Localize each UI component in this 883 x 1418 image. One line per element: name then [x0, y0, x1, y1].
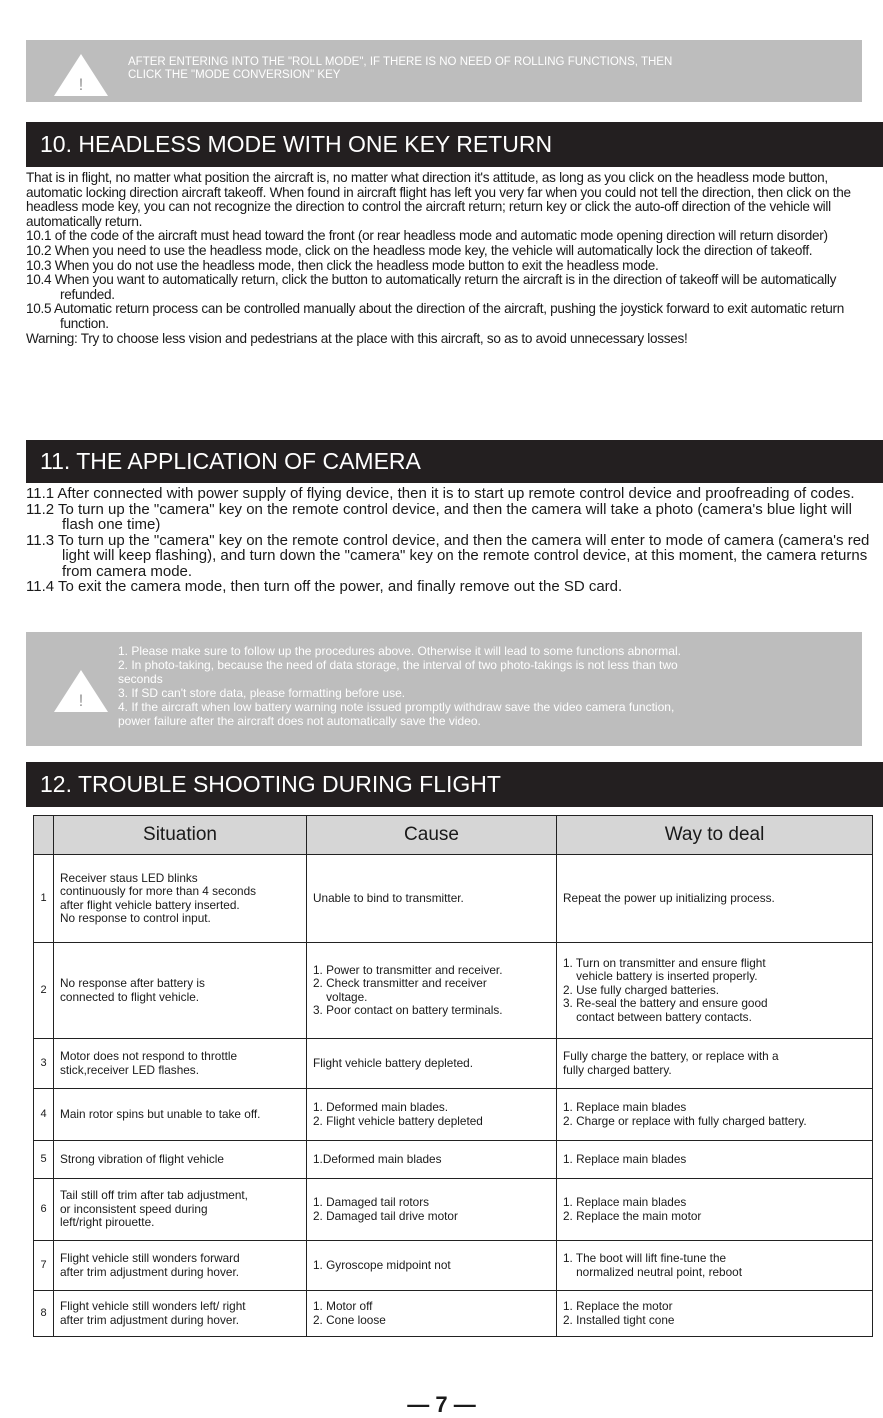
- cell-line: stick,receiver LED flashes.: [60, 1062, 199, 1077]
- way-to-deal-cell: [557, 1089, 873, 1141]
- cell-line: 3. Re-seal the battery and ensure good: [563, 996, 768, 1011]
- cause-cell: [307, 1039, 557, 1089]
- warning-triangle-icon: [52, 668, 110, 714]
- situation-cell: [54, 1141, 307, 1179]
- header-way-to-deal: Way to deal: [557, 816, 873, 855]
- header-cause: Cause: [307, 816, 557, 855]
- situation-cell: [54, 855, 307, 943]
- camera-warning-note: [26, 632, 862, 746]
- cell-line: normalized neutral point, reboot: [563, 1264, 743, 1279]
- cell-line: 1. Replace main blades: [563, 1100, 687, 1114]
- header-situation: Situation: [54, 816, 307, 855]
- cell-line: 3. Poor contact on battery terminals.: [313, 1003, 503, 1017]
- table-row: [34, 1141, 873, 1179]
- row-number: 5: [34, 1141, 54, 1179]
- note-line: CLICK THE "MODE CONVERSION" KEY: [128, 69, 341, 81]
- cell-line: 2. Damaged tail drive motor: [313, 1208, 458, 1223]
- section-10-item: 10.3 When you do not use the headless mode, then click the headless mode button to exit the headless mode.: [26, 257, 659, 273]
- cell-line: 1. The boot will lift fine-tune the: [563, 1251, 727, 1265]
- note-line: AFTER ENTERING INTO THE "ROLL MODE", IF THERE IS NO NEED OF ROLLING FUNCTIONS, THEN: [128, 56, 673, 68]
- header-number: [34, 816, 54, 855]
- section-11-heading: 11. THE APPLICATION OF CAMERA: [26, 440, 883, 483]
- row-number: 2: [34, 943, 54, 1039]
- situation-cell: [54, 1089, 307, 1141]
- cell-line: continuously for more than 4 seconds: [60, 884, 257, 898]
- section-11-item: 11.1 After connected with power supply of flying device, then it is to start up remote control device and proofreading of codes.: [26, 485, 855, 502]
- way-to-deal-cell: [557, 943, 873, 1039]
- row-number: 7: [34, 1241, 54, 1291]
- section-11-item: 11.4 To exit the camera mode, then turn off the power, and finally remove out the SD card.: [26, 578, 623, 595]
- way-to-deal-cell: [557, 1291, 873, 1337]
- section-10-item: 10.2 When you need to use the headless mode, click on the headless mode key, the vehicle will automatically lock the direction of takeoff.: [26, 242, 813, 258]
- situation-cell: [54, 943, 307, 1039]
- table-row: [34, 1089, 873, 1141]
- table-row: [34, 1039, 873, 1089]
- cell-line: No response after battery is: [60, 976, 205, 990]
- section-11-item: 11.3 To turn up the "camera" key on the remote control device, and then the camera will enter to mode of camera (camera's red light will keep flashing), and turn down the "camera" key on the remote control device, at this moment, the camera returns from camera mode.: [26, 531, 870, 580]
- table-row: [34, 855, 873, 943]
- cell-line: No response to control input.: [60, 911, 211, 925]
- cell-line: 2. Flight vehicle battery depleted: [313, 1113, 483, 1128]
- warning-note-roll-mode: [26, 40, 862, 102]
- svg-text:!: !: [78, 75, 84, 94]
- section-10-body: [26, 171, 876, 346]
- cell-line: Tail still off trim after tab adjustment,: [60, 1188, 248, 1203]
- row-number: 3: [34, 1039, 54, 1089]
- cell-line: left/right pirouette.: [60, 1215, 155, 1230]
- cell-line: Fully charge the battery, or replace with a: [563, 1049, 779, 1063]
- table-row: [34, 1291, 873, 1337]
- cell-line: vehicle battery is inserted properly.: [563, 969, 758, 984]
- cause-cell: [307, 1089, 557, 1141]
- troubleshooting-table: [33, 815, 873, 1337]
- situation-cell: [54, 1179, 307, 1241]
- cell-line: 2. Charge or replace with fully charged battery.: [563, 1113, 807, 1128]
- table-row: [34, 943, 873, 1039]
- cell-line: Receiver staus LED blinks: [60, 870, 198, 885]
- cell-line: 2. Installed tight cone: [563, 1312, 675, 1327]
- cell-line: 2. Check transmitter and receiver: [313, 976, 487, 990]
- cell-line: 1. Replace the motor: [563, 1299, 673, 1313]
- cause-cell: [307, 1241, 557, 1291]
- cell-line: 1. Power to transmitter and receiver.: [313, 962, 503, 977]
- camera-warning-text: [118, 644, 858, 728]
- section-10-heading: 10. HEADLESS MODE WITH ONE KEY RETURN: [26, 122, 883, 167]
- note-line: power failure after the aircraft does not automatically save the video.: [118, 714, 481, 728]
- cell-line: Flight vehicle still wonders forward: [60, 1251, 240, 1265]
- situation-cell: [54, 1291, 307, 1337]
- cell-line: 2. Use fully charged batteries.: [563, 982, 720, 997]
- way-to-deal-cell: [557, 1039, 873, 1089]
- section-11-item: 11.2 To turn up the "camera" key on the remote control device, and then the camera will take a photo (camera's blue light will flash one time): [26, 500, 852, 533]
- row-number: 1: [34, 855, 54, 943]
- way-to-deal-cell: [557, 1179, 873, 1241]
- cell-line: after trim adjustment during hover.: [60, 1312, 240, 1327]
- cell-line: Motor does not respond to throttle: [60, 1049, 238, 1063]
- cause-cell: [307, 1179, 557, 1241]
- cell-line: 2. Cone loose: [313, 1312, 386, 1327]
- warning-triangle-icon: [52, 52, 110, 98]
- note-line: 4. If the aircraft when low battery warning note issued promptly withdraw save the video camera function,: [118, 700, 675, 714]
- cell-line: Flight vehicle still wonders left/ right: [60, 1299, 246, 1313]
- warning-note-text: [128, 56, 672, 82]
- section-10-intro: That is in flight, no matter what position the aircraft is, no matter what direction it's attitude, as long as you click on the headless mode button, automatic locking direction aircraft takeoff. When found in aircraft flight has left you very far when you could not tell the direction, then click on the headless mode key, you can not recognize the direction to control the aircraft return; return key or click the auto-off direction of the vehicle will automatically return.: [26, 170, 851, 229]
- section-10-item: 10.1 of the code of the aircraft must head toward the front (or rear headless mode and automatic mode opening direction will return disorder): [26, 228, 828, 244]
- cell-line: 1. Motor off: [313, 1299, 373, 1313]
- table-row: [34, 1241, 873, 1291]
- cell-line: 1. Replace main blades: [563, 1151, 687, 1166]
- cell-line: 1. Turn on transmitter and ensure flight: [563, 955, 766, 970]
- row-number: 4: [34, 1089, 54, 1141]
- cell-line: or inconsistent speed during: [60, 1201, 208, 1216]
- section-11-body: [26, 486, 876, 595]
- section-10-item: 10.4 When you want to automatically return, click the button to automatically return the aircraft is in the direction of takeoff will be automatically refunded.: [26, 272, 837, 302]
- table-body: [34, 855, 873, 1337]
- cause-cell: [307, 943, 557, 1039]
- cell-line: connected to flight vehicle.: [60, 989, 200, 1004]
- cell-line: 1. Replace main blades: [563, 1195, 687, 1209]
- table-header-row: [34, 816, 873, 855]
- note-line: seconds: [118, 672, 163, 686]
- cell-line: Repeat the power up initializing process.: [563, 890, 775, 905]
- way-to-deal-cell: [557, 1141, 873, 1179]
- section-10-item: 10.5 Automatic return process can be controlled manually about the direction of the aircraft, pushing the joystick forward to exit automatic return function.: [26, 301, 845, 331]
- cell-line: 1. Gyroscope midpoint not: [313, 1257, 451, 1272]
- cell-line: 1. Deformed main blades.: [313, 1100, 449, 1114]
- cause-cell: [307, 1291, 557, 1337]
- note-line: 1. Please make sure to follow up the procedures above. Otherwise it will lead to some functions abnormal.: [118, 644, 681, 658]
- note-line: 2. In photo-taking, because the need of data storage, the interval of two photo-takings is not less than two: [118, 658, 678, 672]
- way-to-deal-cell: [557, 1241, 873, 1291]
- page-number: — 7 —: [407, 1392, 476, 1417]
- cell-line: Strong vibration of flight vehicle: [60, 1151, 224, 1166]
- cell-line: voltage.: [313, 989, 368, 1004]
- cell-line: after flight vehicle battery inserted.: [60, 897, 240, 912]
- cell-line: Unable to bind to transmitter.: [313, 890, 464, 905]
- cell-line: Flight vehicle battery depleted.: [313, 1055, 474, 1070]
- cell-line: Main rotor spins but unable to take off.: [60, 1106, 261, 1121]
- row-number: 8: [34, 1291, 54, 1337]
- cell-line: contact between battery contacts.: [563, 1009, 752, 1024]
- row-number: 6: [34, 1179, 54, 1241]
- situation-cell: [54, 1039, 307, 1089]
- cause-cell: [307, 855, 557, 943]
- cell-line: fully charged battery.: [563, 1062, 672, 1077]
- cause-cell: [307, 1141, 557, 1179]
- cell-line: 2. Replace the main motor: [563, 1208, 702, 1223]
- section-12-heading: 12. TROUBLE SHOOTING DURING FLIGHT: [26, 762, 883, 807]
- cell-line: 1. Damaged tail rotors: [313, 1195, 430, 1209]
- situation-cell: [54, 1241, 307, 1291]
- section-10-warning: Warning: Try to choose less vision and pedestrians at the place with this aircraft, so as to avoid unnecessary losses!: [26, 330, 688, 346]
- cell-line: after trim adjustment during hover.: [60, 1264, 240, 1279]
- cell-line: 1.Deformed main blades: [313, 1151, 442, 1166]
- svg-text:!: !: [78, 691, 84, 710]
- way-to-deal-cell: [557, 855, 873, 943]
- table-row: [34, 1179, 873, 1241]
- note-line: 3. If SD can't store data, please formatting before use.: [118, 686, 406, 700]
